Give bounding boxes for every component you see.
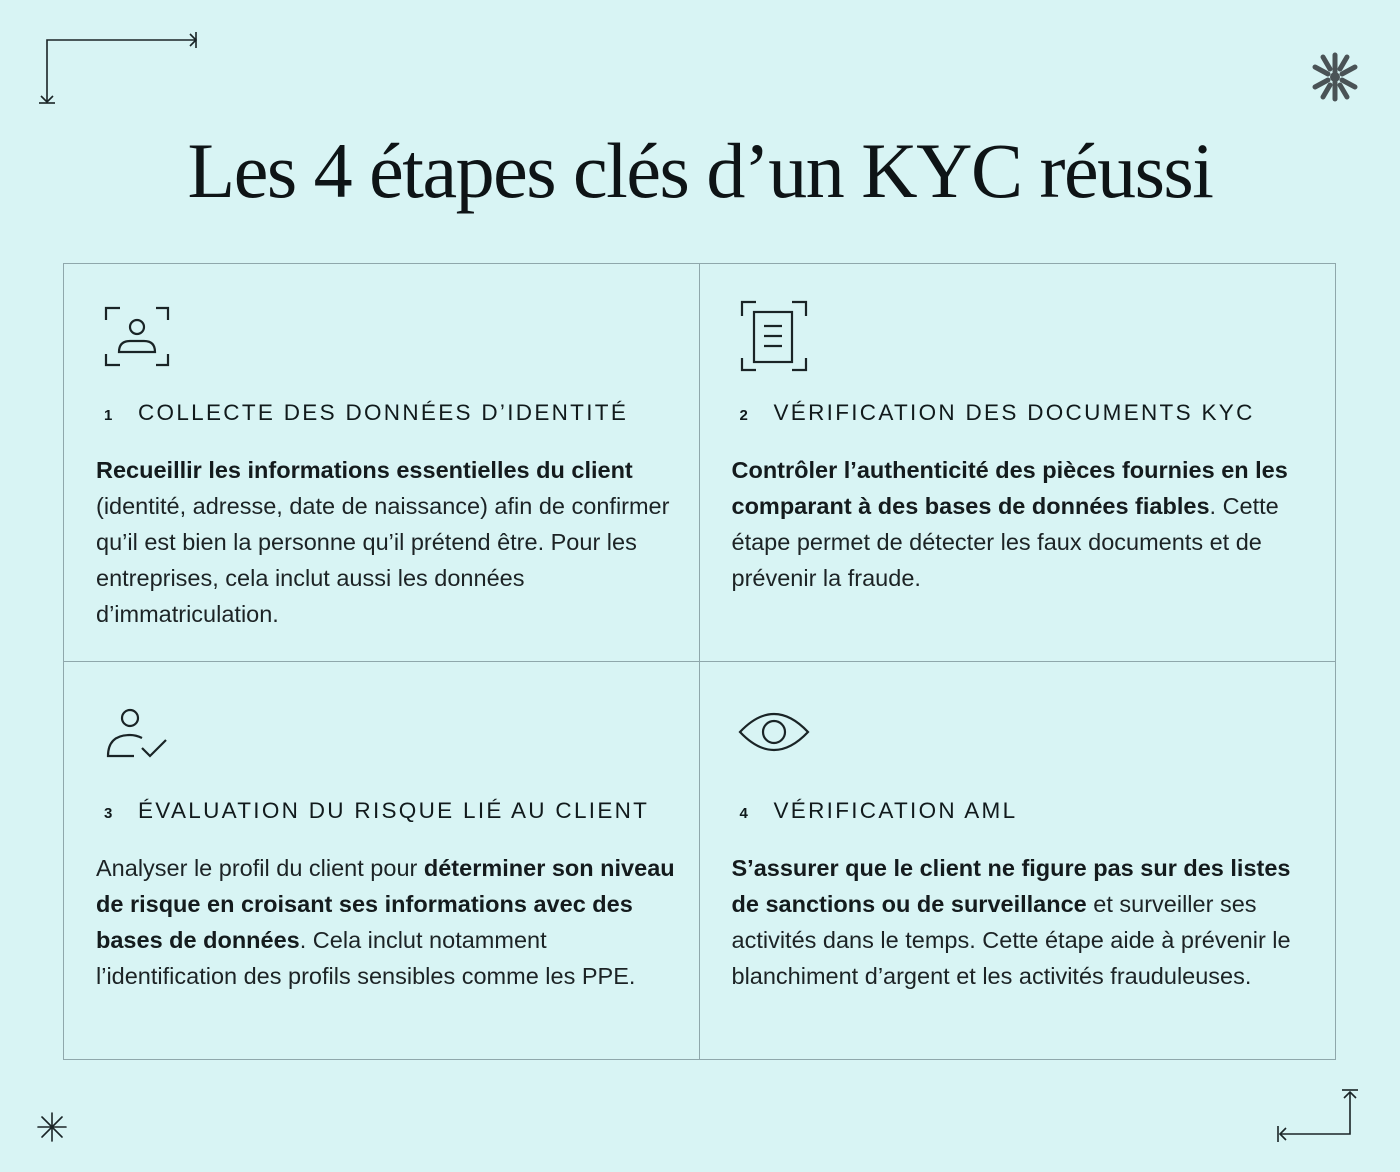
person-scan-icon bbox=[100, 300, 176, 376]
corner-arrow-icon bbox=[1270, 1086, 1370, 1148]
step-number: 4 bbox=[739, 805, 748, 822]
eye-icon bbox=[736, 698, 812, 774]
step-card-1 bbox=[64, 264, 700, 662]
step-description: Contrôler l’authenticité des pièces fournies en les comparant à des bases de données fiables. Cette étape permet de détecter les faux documents et de prévenir la fraude. bbox=[731, 457, 1288, 591]
person-check-icon bbox=[100, 698, 176, 774]
step-card-3 bbox=[64, 662, 700, 1059]
step-description: Recueillir les informations essentielles du client (identité, adresse, date de naissance) afin de confirmer qu’il est bien la personne qu’il prétend être. Pour les entreprises, cela inclut aussi les données d’immatriculation. bbox=[96, 457, 670, 627]
page-title: Les 4 étapes clés d’un KYC réussi bbox=[187, 127, 1213, 214]
step-title: COLLECTE DES DONNÉES D’IDENTITÉ bbox=[138, 400, 629, 425]
step-number: 1 bbox=[104, 407, 113, 424]
step-description: Analyser le profil du client pour déterminer son niveau de risque en croisant ses informations avec des bases de données. Cela inclut notamment l’identification des profils sensibles comme les PPE. bbox=[96, 855, 675, 989]
sparkle-icon bbox=[36, 1111, 68, 1143]
asterisk-logo-icon bbox=[1308, 50, 1362, 104]
step-description: S’assurer que le client ne figure pas sur des listes de sanctions ou de surveillance et surveiller ses activités dans le temps. Cette étape aide à prévenir le blanchiment d’argent et les activités frauduleuses. bbox=[731, 855, 1291, 989]
step-heading bbox=[100, 798, 679, 824]
step-heading bbox=[100, 400, 679, 426]
step-card-2 bbox=[700, 264, 1336, 662]
step-card-4 bbox=[700, 662, 1336, 1059]
document-scan-icon bbox=[736, 300, 812, 376]
step-number: 3 bbox=[104, 805, 113, 822]
step-number: 2 bbox=[739, 407, 748, 424]
step-title: VÉRIFICATION AML bbox=[773, 798, 1018, 823]
corner-arrow-icon bbox=[36, 30, 202, 110]
step-title: VÉRIFICATION DES DOCUMENTS KYC bbox=[773, 400, 1255, 425]
step-title: ÉVALUATION DU RISQUE LIÉ AU CLIENT bbox=[138, 798, 650, 823]
step-heading bbox=[736, 798, 1316, 824]
steps-grid bbox=[63, 263, 1336, 1060]
step-heading bbox=[736, 400, 1316, 426]
